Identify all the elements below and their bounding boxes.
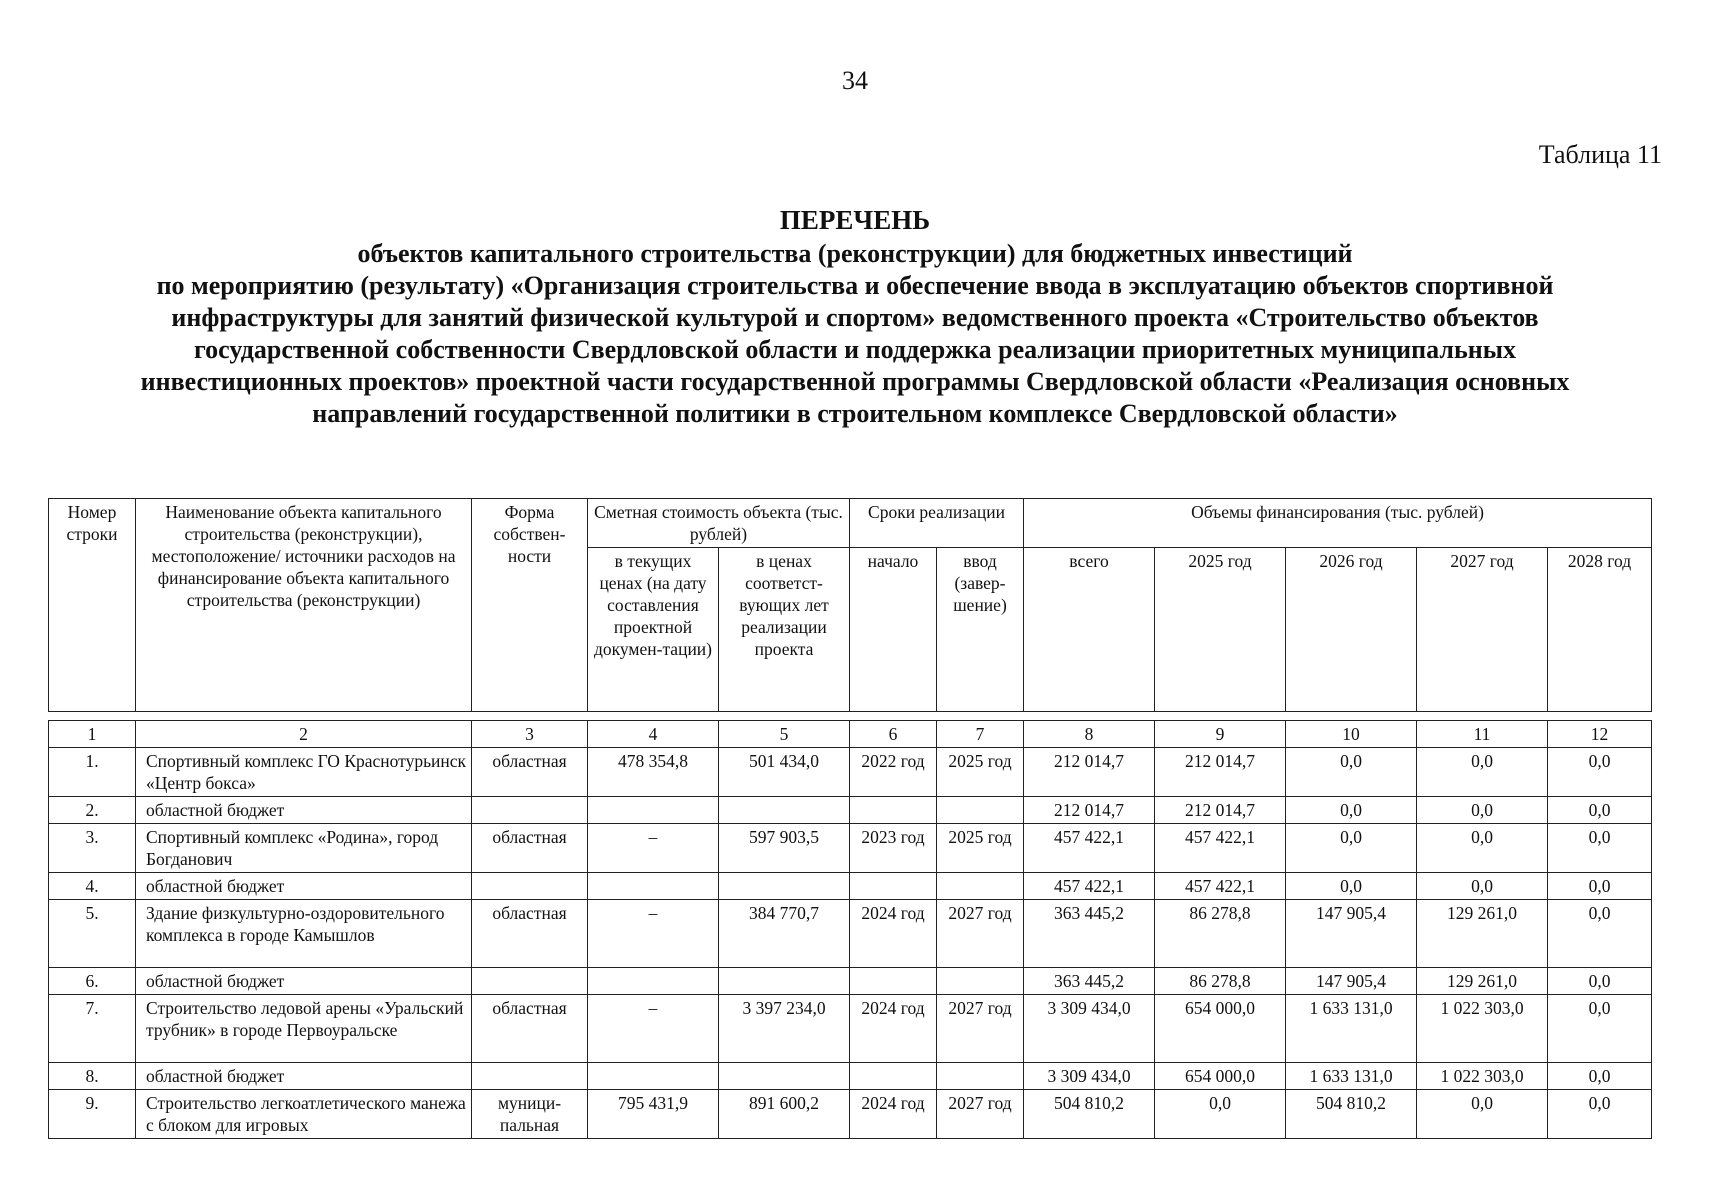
row-number-cell: 3. xyxy=(49,824,136,873)
column-number: 8 xyxy=(1024,721,1155,748)
start-year-cell xyxy=(850,968,937,995)
ownership-cell: областная xyxy=(472,900,588,968)
object-name-cell: областной бюджет xyxy=(136,1063,472,1090)
funding-2027-cell: 129 261,0 xyxy=(1417,900,1548,968)
funding-2025-cell: 457 422,1 xyxy=(1155,873,1286,900)
ownership-cell xyxy=(472,797,588,824)
cost-current-cell xyxy=(588,797,719,824)
start-year-cell: 2024 год xyxy=(850,1090,937,1139)
column-number: 7 xyxy=(937,721,1024,748)
table-header xyxy=(48,498,1652,712)
start-year-cell: 2024 год xyxy=(850,995,937,1063)
row-number-cell: 9. xyxy=(49,1090,136,1139)
funding-2028-cell: 0,0 xyxy=(1548,1063,1652,1090)
header-start: начало xyxy=(850,548,937,712)
column-number-row xyxy=(49,721,1652,748)
row-number-cell: 1. xyxy=(49,748,136,797)
ownership-cell: областная xyxy=(472,824,588,873)
table-row xyxy=(49,824,1652,873)
total-funding-cell: 504 810,2 xyxy=(1024,1090,1155,1139)
cost-years-cell: 891 600,2 xyxy=(719,1090,850,1139)
cost-current-cell xyxy=(588,968,719,995)
funding-2028-cell: 0,0 xyxy=(1548,995,1652,1063)
end-year-cell: 2025 год xyxy=(937,748,1024,797)
cost-current-cell: 478 354,8 xyxy=(588,748,719,797)
object-name-cell: Спортивный комплекс ГО Краснотурьинск «Центр бокса» xyxy=(136,748,472,797)
funding-2025-cell: 457 422,1 xyxy=(1155,824,1286,873)
end-year-cell: 2025 год xyxy=(937,824,1024,873)
start-year-cell: 2024 год xyxy=(850,900,937,968)
ownership-cell: областная xyxy=(472,748,588,797)
funding-2027-cell: 0,0 xyxy=(1417,873,1548,900)
row-number-cell: 7. xyxy=(49,995,136,1063)
funding-2028-cell: 0,0 xyxy=(1548,797,1652,824)
title-line: направлений государственной политики в строительном комплексе Свердловской области» xyxy=(312,399,1398,428)
cost-years-cell: 384 770,7 xyxy=(719,900,850,968)
funding-2025-cell: 212 014,7 xyxy=(1155,748,1286,797)
cost-current-cell: – xyxy=(588,824,719,873)
title-line: инвестиционных проектов» проектной части государственной программы Свердловской области «Реализация основных xyxy=(140,367,1570,396)
total-funding-cell: 212 014,7 xyxy=(1024,748,1155,797)
funding-2026-cell: 147 905,4 xyxy=(1286,968,1417,995)
end-year-cell: 2027 год xyxy=(937,900,1024,968)
funding-2027-cell: 1 022 303,0 xyxy=(1417,995,1548,1063)
title-line: инфраструктуры для занятий физической культурой и спортом» ведомственного проекта «Строительство объектов xyxy=(171,303,1539,332)
funding-2028-cell: 0,0 xyxy=(1548,900,1652,968)
row-number-cell: 6. xyxy=(49,968,136,995)
cost-years-cell: 501 434,0 xyxy=(719,748,850,797)
cost-years-cell: 597 903,5 xyxy=(719,824,850,873)
total-funding-cell: 363 445,2 xyxy=(1024,968,1155,995)
funding-2026-cell: 1 633 131,0 xyxy=(1286,995,1417,1063)
cost-current-cell: – xyxy=(588,995,719,1063)
funding-2028-cell: 0,0 xyxy=(1548,748,1652,797)
table-label: Таблица 11 xyxy=(1538,140,1662,169)
total-funding-cell: 457 422,1 xyxy=(1024,873,1155,900)
header-cost-years: в ценах соответст-вующих лет реализации проекта xyxy=(719,548,850,712)
column-number: 3 xyxy=(472,721,588,748)
funding-2026-cell: 0,0 xyxy=(1286,797,1417,824)
end-year-cell xyxy=(937,1063,1024,1090)
header-cost-current: в текущих ценах (на дату составления проектной докумен-тации) xyxy=(588,548,719,712)
funding-2028-cell: 0,0 xyxy=(1548,968,1652,995)
data-table xyxy=(48,720,1652,1139)
total-funding-cell: 212 014,7 xyxy=(1024,797,1155,824)
table-row xyxy=(49,900,1652,968)
cost-current-cell xyxy=(588,1063,719,1090)
funding-2025-cell: 654 000,0 xyxy=(1155,1063,1286,1090)
object-name-cell: Здание физкультурно-оздоровительного комплекса в городе Камышлов xyxy=(136,900,472,968)
object-name-cell: Строительство легкоатлетического манежа с блоком для игровых xyxy=(136,1090,472,1139)
start-year-cell xyxy=(850,873,937,900)
title-line: государственной собственности Свердловской области и поддержка реализации приоритетных муниципальных xyxy=(194,335,1516,364)
cost-years-cell xyxy=(719,968,850,995)
column-number: 2 xyxy=(136,721,472,748)
header-ownership: Форма собствен-ности xyxy=(472,499,588,712)
start-year-cell: 2022 год xyxy=(850,748,937,797)
table-row xyxy=(49,748,1652,797)
start-year-cell xyxy=(850,1063,937,1090)
object-name-cell: Строительство ледовой арены «Уральский трубник» в городе Первоуральске xyxy=(136,995,472,1063)
funding-2026-cell: 147 905,4 xyxy=(1286,900,1417,968)
ownership-cell xyxy=(472,873,588,900)
row-number-cell: 8. xyxy=(49,1063,136,1090)
cost-years-cell: 3 397 234,0 xyxy=(719,995,850,1063)
start-year-cell xyxy=(850,797,937,824)
column-number: 6 xyxy=(850,721,937,748)
end-year-cell: 2027 год xyxy=(937,1090,1024,1139)
ownership-cell xyxy=(472,968,588,995)
end-year-cell xyxy=(937,797,1024,824)
header-row-number: Номер строки xyxy=(49,499,136,712)
ownership-cell: областная xyxy=(472,995,588,1063)
column-number: 1 xyxy=(49,721,136,748)
total-funding-cell: 363 445,2 xyxy=(1024,900,1155,968)
funding-2026-cell: 504 810,2 xyxy=(1286,1090,1417,1139)
object-name-cell: областной бюджет xyxy=(136,968,472,995)
page-number: 34 xyxy=(842,66,868,95)
funding-2027-cell: 1 022 303,0 xyxy=(1417,1063,1548,1090)
header-2026: 2026 год xyxy=(1286,548,1417,712)
object-name-cell: областной бюджет xyxy=(136,797,472,824)
funding-2026-cell: 0,0 xyxy=(1286,824,1417,873)
row-number-cell: 5. xyxy=(49,900,136,968)
total-funding-cell: 3 309 434,0 xyxy=(1024,1063,1155,1090)
cost-years-cell xyxy=(719,1063,850,1090)
header-name: Наименование объекта капитального строительства (реконструкции), местоположение/ источники расходов на финансирование объекта капитального строительства (реконструкции) xyxy=(136,499,472,712)
row-number-cell: 4. xyxy=(49,873,136,900)
ownership-cell: муници-пальная xyxy=(472,1090,588,1139)
total-funding-cell: 457 422,1 xyxy=(1024,824,1155,873)
funding-2027-cell: 0,0 xyxy=(1417,748,1548,797)
column-number: 5 xyxy=(719,721,850,748)
total-funding-cell: 3 309 434,0 xyxy=(1024,995,1155,1063)
funding-2025-cell: 212 014,7 xyxy=(1155,797,1286,824)
title-heading: ПЕРЕЧЕНЬ xyxy=(779,205,931,235)
ownership-cell xyxy=(472,1063,588,1090)
funding-2027-cell: 0,0 xyxy=(1417,797,1548,824)
header-completion: ввод (завер-шение) xyxy=(937,548,1024,712)
funding-2027-cell: 129 261,0 xyxy=(1417,968,1548,995)
column-number: 12 xyxy=(1548,721,1652,748)
funding-2025-cell: 654 000,0 xyxy=(1155,995,1286,1063)
funding-2025-cell: 86 278,8 xyxy=(1155,968,1286,995)
column-number: 4 xyxy=(588,721,719,748)
funding-2025-cell: 86 278,8 xyxy=(1155,900,1286,968)
document-title xyxy=(40,204,1670,430)
table-row xyxy=(49,1090,1652,1139)
header-timeline: Сроки реализации xyxy=(850,499,1024,548)
cost-current-cell: 795 431,9 xyxy=(588,1090,719,1139)
cost-years-cell xyxy=(719,873,850,900)
funding-2026-cell: 0,0 xyxy=(1286,873,1417,900)
column-number: 9 xyxy=(1155,721,1286,748)
title-line: объектов капитального строительства (реконструкции) для бюджетных инвестиций xyxy=(357,239,1353,268)
header-funding: Объемы финансирования (тыс. рублей) xyxy=(1024,499,1652,548)
cost-years-cell xyxy=(719,797,850,824)
end-year-cell xyxy=(937,873,1024,900)
end-year-cell xyxy=(937,968,1024,995)
funding-2027-cell: 0,0 xyxy=(1417,1090,1548,1139)
header-total: всего xyxy=(1024,548,1155,712)
header-2028: 2028 год xyxy=(1548,548,1652,712)
end-year-cell: 2027 год xyxy=(937,995,1024,1063)
start-year-cell: 2023 год xyxy=(850,824,937,873)
column-number: 11 xyxy=(1417,721,1548,748)
cost-current-cell xyxy=(588,873,719,900)
column-number: 10 xyxy=(1286,721,1417,748)
funding-2028-cell: 0,0 xyxy=(1548,1090,1652,1139)
header-estimated-cost: Сметная стоимость объекта (тыс. рублей) xyxy=(588,499,850,548)
object-name-cell: областной бюджет xyxy=(136,873,472,900)
table-row xyxy=(49,873,1652,900)
funding-2025-cell: 0,0 xyxy=(1155,1090,1286,1139)
table-row xyxy=(49,995,1652,1063)
table-row xyxy=(49,1063,1652,1090)
row-number-cell: 2. xyxy=(49,797,136,824)
title-line: по мероприятию (результату) «Организация строительства и обеспечение ввода в эксплуатацию объектов спортивной xyxy=(156,271,1554,300)
header-2027: 2027 год xyxy=(1417,548,1548,712)
funding-2028-cell: 0,0 xyxy=(1548,824,1652,873)
object-name-cell: Спортивный комплекс «Родина», город Богданович xyxy=(136,824,472,873)
funding-2026-cell: 0,0 xyxy=(1286,748,1417,797)
funding-2027-cell: 0,0 xyxy=(1417,824,1548,873)
table-row xyxy=(49,968,1652,995)
cost-current-cell: – xyxy=(588,900,719,968)
funding-2028-cell: 0,0 xyxy=(1548,873,1652,900)
funding-2026-cell: 1 633 131,0 xyxy=(1286,1063,1417,1090)
table-row xyxy=(49,797,1652,824)
header-2025: 2025 год xyxy=(1155,548,1286,712)
